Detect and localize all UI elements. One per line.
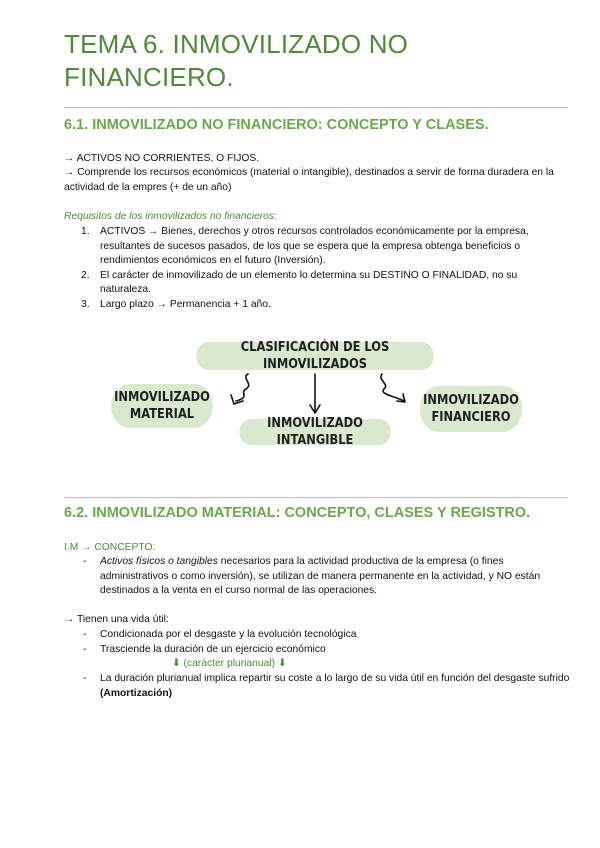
list-item: - Trasciende la duración de un ejercicio económico — [83, 643, 326, 655]
concepto-label: I.M → CONCEPTO: — [64, 542, 156, 553]
section-heading-6-1: 6.1. INMOVILIZADO NO FINANCIERO: CONCEPTO Y CLASES. — [64, 117, 489, 133]
diagram-node-financiero: INMOVILIZADO FINANCIERO — [420, 386, 522, 432]
comprende-line: → Comprende los recursos económicos (material o intangible), destinados a servir de forma duradera en la actividad de la empres (+ de un año) — [64, 167, 554, 193]
concepto-rest: necesarios para la actividad productiva de la empresa (o fines administrativos o como inversión), se utilizan de manera permanente en la actividad, y NO están destinados a la venta en el curso normal de las operaciones. — [100, 556, 541, 597]
arrow-left-icon — [236, 374, 249, 401]
requisitos-title: Requisitos de los inmovilizados no financieros: — [64, 211, 277, 222]
list-item: 1. ACTIVOS → Bienes, derechos y otros recursos controlados económicamente por la empresa, resultantes de sucesos pasados, de los que se espera que la empresa obtenga beneficios o rendimientos económicos en el futuro (Inversión). — [81, 226, 529, 267]
list-item: - Condicionada por el desgaste y la evolución tecnológica — [83, 629, 357, 640]
activos-line: → ACTIVOS NO CORRIENTES, O FIJOS. — [64, 153, 260, 164]
list-item: - Activos físicos o tangibles necesarios para la actividad productiva de la empresa (o fines administrativos o como inversión), se utilizan de manera permanente en la actividad, y NO están destinados a la venta en el curso normal de las operaciones. — [83, 556, 541, 597]
arrow-right-icon — [381, 374, 404, 401]
diagram-node-intangible: INMOVILIZADO INTANGIBLE — [239, 419, 390, 445]
amortizacion-list — [64, 672, 570, 701]
list-item: - La duración plurianual implica repartir su coste a lo largo de su vida útil en función del desgaste sufrido (Amortización) — [83, 673, 570, 699]
concepto-list — [64, 555, 570, 599]
section-heading-6-2: 6.2. INMOVILIZADO MATERIAL: CONCEPTO, CLASES Y REGISTRO. — [64, 505, 531, 521]
vida-util-title: → Tienen una vida útil: — [64, 614, 169, 625]
list-item: 2. El carácter de inmovilizado de un elemento lo determina su DESTINO O FINALIDAD, no su naturaleza. — [81, 269, 518, 296]
diagram-root: CLASIFICACIÓN DE LOS INMOVILIZADOS — [196, 342, 434, 370]
page-title: TEMA 6. INMOVILIZADO NO FINANCIERO. — [64, 29, 409, 92]
amortizacion-bold: (Amortización) — [100, 687, 173, 699]
divider — [64, 497, 568, 498]
vida-util-list — [64, 628, 570, 657]
list-item: 3. Largo plazo → Permanencia + 1 año. — [81, 298, 271, 310]
concepto-em: Activos físicos o tangibles — [100, 556, 218, 567]
diagram-node-material: INMOVILIZADO MATERIAL — [111, 384, 213, 428]
plurianual-note: ⬇ (carácter plurianual) ⬇ — [172, 658, 287, 669]
